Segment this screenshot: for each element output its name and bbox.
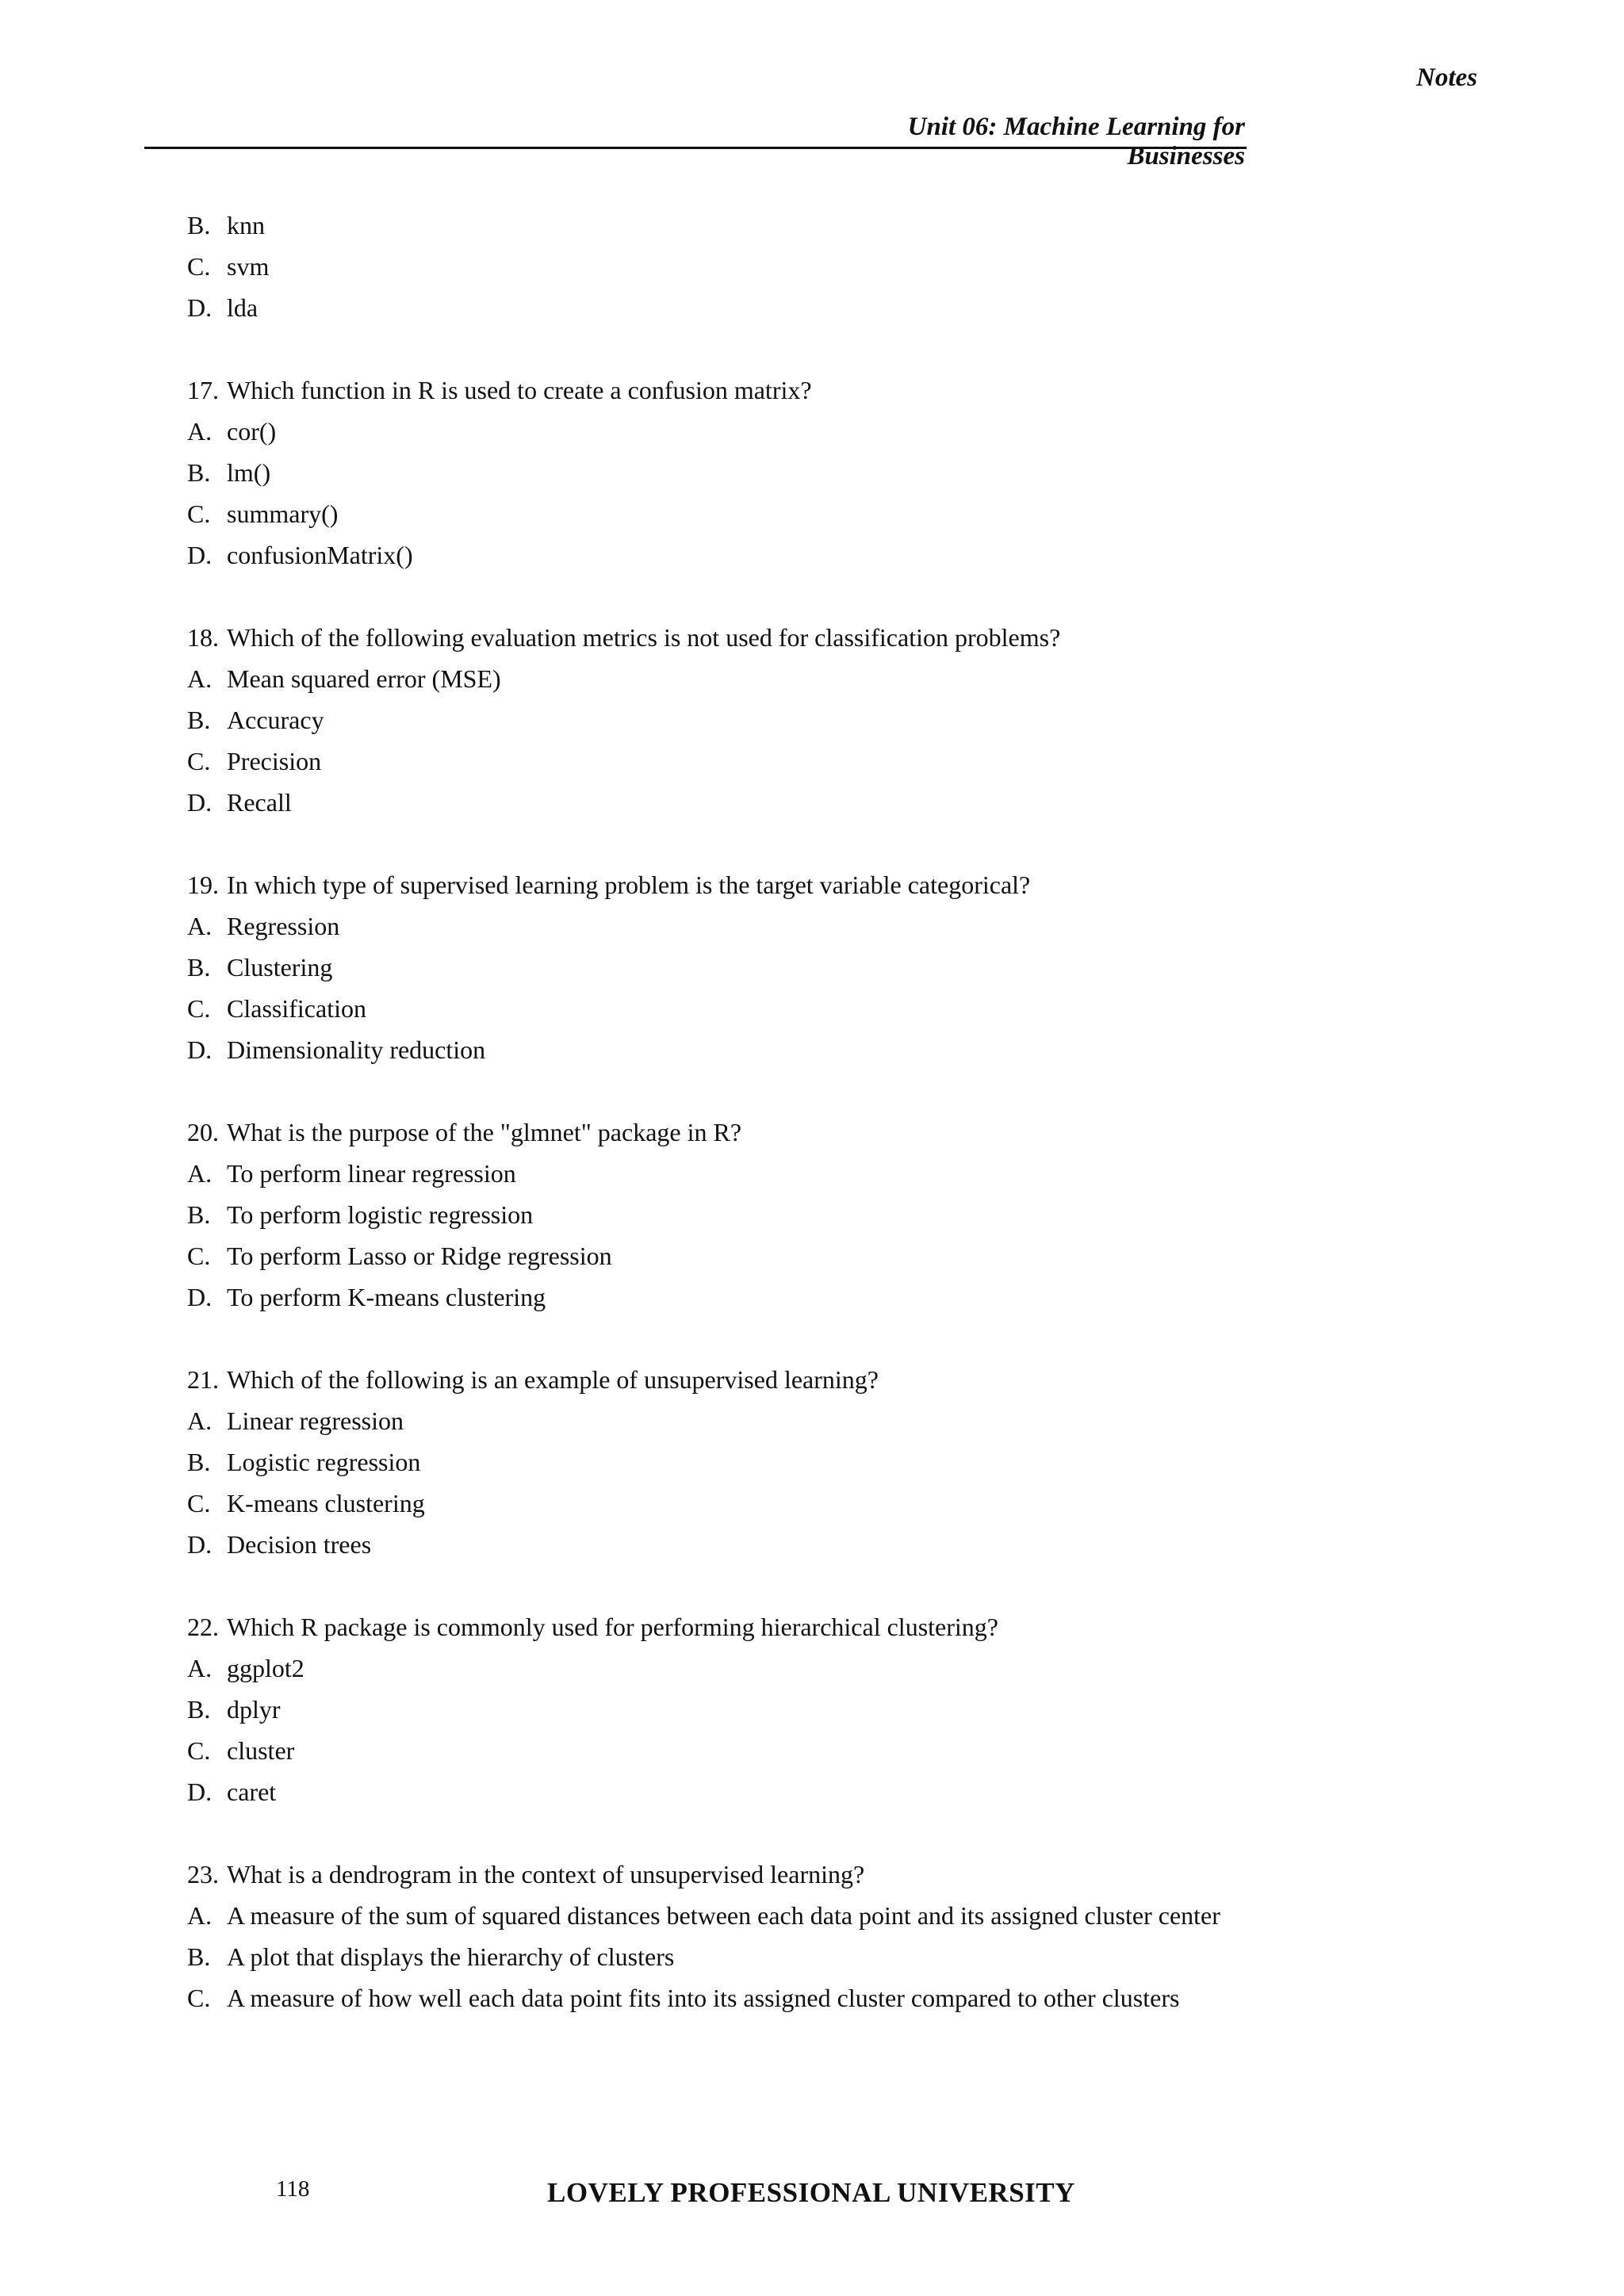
- option-item: [187, 1895, 1243, 1936]
- option-text: ggplot2: [227, 1654, 304, 1682]
- option-item: [187, 1730, 1243, 1771]
- option-letter: B.: [187, 1942, 211, 1971]
- option-item: [187, 287, 1243, 328]
- option-letter: C.: [187, 1242, 211, 1270]
- option-item: [187, 493, 1243, 534]
- option-letter: C.: [187, 1984, 211, 2012]
- option-text: Classification: [227, 994, 366, 1023]
- option-letter: C.: [187, 1736, 211, 1765]
- question-list: [187, 205, 1243, 2019]
- option-letter: A.: [187, 664, 213, 693]
- option-text: A measure of how well each data point fits into its assigned cluster compared to other clusters: [227, 1984, 1180, 2012]
- option-item: [187, 1936, 1243, 1977]
- option-text: K-means clustering: [227, 1489, 425, 1517]
- option-letter: D.: [187, 788, 213, 817]
- question-23: [187, 1854, 1243, 1895]
- option-text: summary(): [227, 499, 339, 528]
- option-letter: B.: [187, 458, 211, 487]
- option-letter: B.: [187, 706, 211, 734]
- option-text: To perform Lasso or Ridge regression: [227, 1242, 612, 1270]
- option-text: Recall: [227, 788, 292, 817]
- option-item: [187, 1441, 1243, 1483]
- question-number: 22.: [187, 1613, 219, 1641]
- option-text: cluster: [227, 1736, 295, 1765]
- question-text: Which R package is commonly used for performing hierarchical clustering?: [227, 1613, 998, 1641]
- question-21: [187, 1359, 1243, 1400]
- option-letter: C.: [187, 1489, 211, 1517]
- page-number: 118: [276, 2176, 310, 2202]
- option-item: [187, 205, 1243, 246]
- option-letter: D.: [187, 1283, 213, 1311]
- option-letter: B.: [187, 1448, 211, 1476]
- question-number: 23.: [187, 1860, 219, 1888]
- question-17: [187, 369, 1243, 411]
- question-text: Which of the following is an example of unsupervised learning?: [227, 1365, 879, 1394]
- option-item: [187, 988, 1243, 1029]
- option-item: [187, 1977, 1243, 2019]
- option-letter: A.: [187, 1654, 213, 1682]
- notes-label: Notes: [1416, 63, 1477, 92]
- option-text: Linear regression: [227, 1406, 404, 1435]
- option-text: A measure of the sum of squared distances between each data point and its assigned cluster center: [227, 1901, 1220, 1930]
- option-text: lda: [227, 293, 259, 322]
- option-letter: A.: [187, 912, 213, 940]
- option-text: Accuracy: [227, 706, 324, 734]
- question-text: Which of the following evaluation metrics is not used for classification problems?: [227, 623, 1061, 652]
- option-letter: A.: [187, 1406, 213, 1435]
- option-letter: D.: [187, 293, 213, 322]
- option-text: To perform logistic regression: [227, 1200, 534, 1229]
- header-rule: [144, 147, 1247, 149]
- option-item: [187, 1771, 1243, 1812]
- option-item: [187, 1029, 1243, 1070]
- option-item: [187, 1400, 1243, 1441]
- question-number: 18.: [187, 623, 219, 652]
- question-number: 17.: [187, 376, 219, 404]
- option-item: [187, 1194, 1243, 1235]
- option-item: [187, 947, 1243, 988]
- option-text: A plot that displays the hierarchy of clusters: [227, 1942, 675, 1971]
- question-number: 21.: [187, 1365, 219, 1394]
- option-item: [187, 782, 1243, 823]
- question-19: [187, 864, 1243, 905]
- question-text: In which type of supervised learning problem is the target variable categorical?: [227, 871, 1031, 899]
- option-letter: C.: [187, 994, 211, 1023]
- option-item: [187, 534, 1243, 576]
- option-item: [187, 699, 1243, 740]
- option-letter: D.: [187, 1035, 213, 1064]
- option-text: Mean squared error (MSE): [227, 664, 501, 693]
- option-item: [187, 905, 1243, 947]
- question-text: What is a dendrogram in the context of unsupervised learning?: [227, 1860, 865, 1888]
- option-text: To perform K-means clustering: [227, 1283, 546, 1311]
- option-item: [187, 1276, 1243, 1318]
- option-text: Clustering: [227, 953, 333, 982]
- option-text: confusionMatrix(): [227, 541, 413, 569]
- option-item: [187, 452, 1243, 493]
- option-text: Regression: [227, 912, 340, 940]
- option-text: To perform linear regression: [227, 1159, 516, 1188]
- question-text: What is the purpose of the "glmnet" package in R?: [227, 1118, 742, 1146]
- question-number: 20.: [187, 1118, 219, 1146]
- option-text: Decision trees: [227, 1530, 372, 1559]
- option-text: dplyr: [227, 1695, 281, 1724]
- option-letter: D.: [187, 1530, 213, 1559]
- question-18: [187, 617, 1243, 658]
- option-letter: B.: [187, 211, 211, 239]
- option-item: [187, 411, 1243, 452]
- option-text: knn: [227, 211, 265, 239]
- option-item: [187, 246, 1243, 287]
- option-text: svm: [227, 252, 270, 281]
- option-text: caret: [227, 1777, 277, 1806]
- option-item: [187, 740, 1243, 782]
- option-letter: C.: [187, 252, 211, 281]
- option-item: [187, 1647, 1243, 1689]
- option-letter: A.: [187, 1901, 213, 1930]
- option-item: [187, 1235, 1243, 1276]
- option-text: Logistic regression: [227, 1448, 421, 1476]
- question-22: [187, 1606, 1243, 1647]
- option-text: lm(): [227, 458, 271, 487]
- option-text: Dimensionality reduction: [227, 1035, 486, 1064]
- option-item: [187, 1689, 1243, 1730]
- option-letter: A.: [187, 1159, 213, 1188]
- option-item: [187, 1524, 1243, 1565]
- option-letter: D.: [187, 1777, 213, 1806]
- question-text: Which function in R is used to create a confusion matrix?: [227, 376, 812, 404]
- option-letter: A.: [187, 417, 213, 446]
- option-letter: C.: [187, 747, 211, 775]
- unit-title: Unit 06: Machine Learning for Businesses: [907, 113, 1245, 170]
- option-letter: C.: [187, 499, 211, 528]
- option-letter: B.: [187, 953, 211, 982]
- option-letter: D.: [187, 541, 213, 569]
- option-text: cor(): [227, 417, 277, 446]
- option-letter: B.: [187, 1695, 211, 1724]
- option-item: [187, 1483, 1243, 1524]
- option-item: [187, 658, 1243, 699]
- option-text: Precision: [227, 747, 322, 775]
- option-item: [187, 1153, 1243, 1194]
- option-letter: B.: [187, 1200, 211, 1229]
- question-20: [187, 1112, 1243, 1153]
- question-number: 19.: [187, 871, 219, 899]
- footer-university: LOVELY PROFESSIONAL UNIVERSITY: [547, 2177, 1075, 2208]
